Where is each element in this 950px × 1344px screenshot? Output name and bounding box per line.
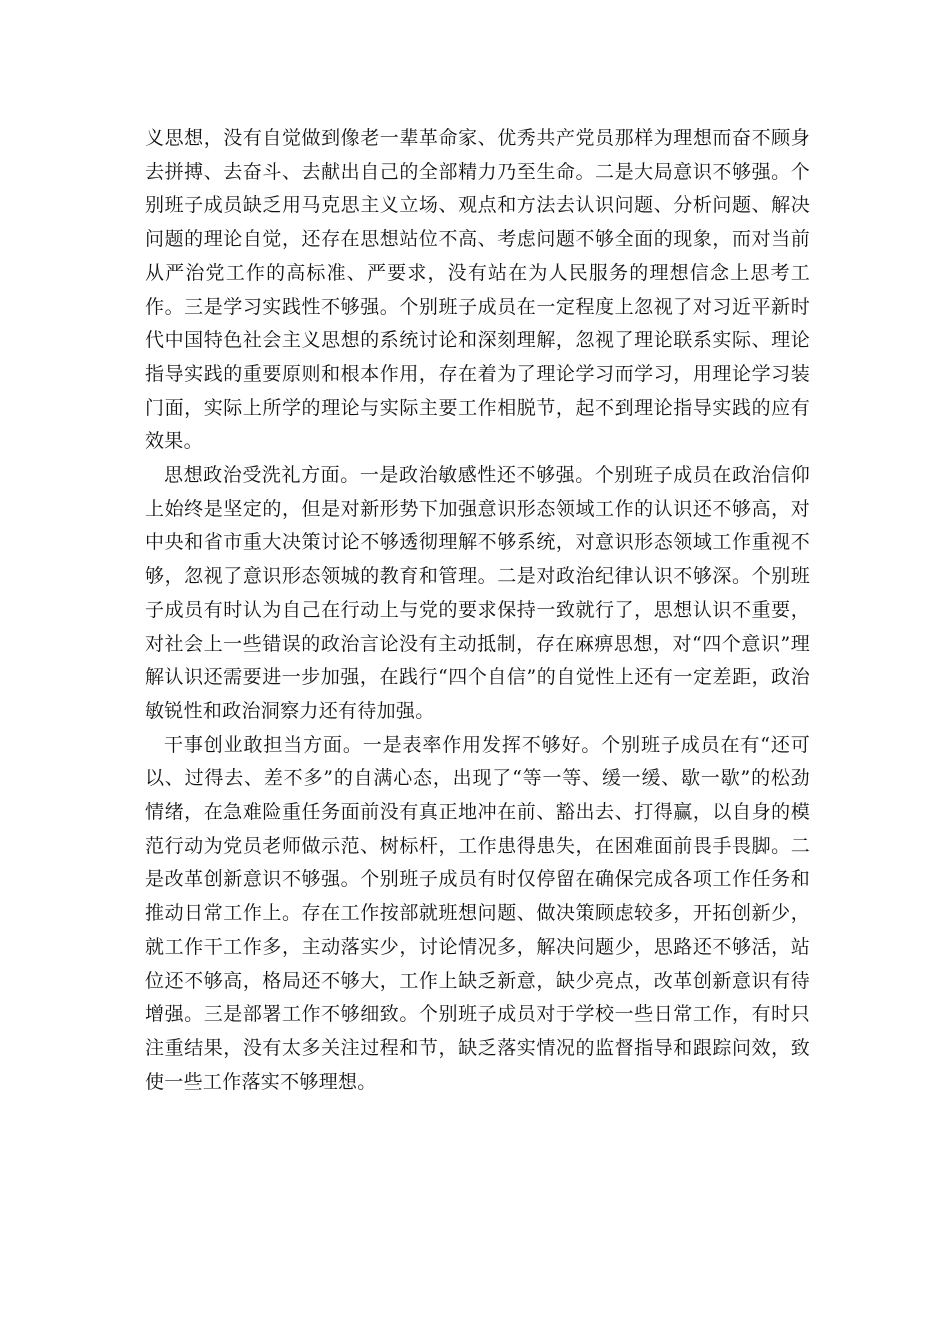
paragraph-ideology-politics: 思想政治受洗礼方面。一是政治敏感性还不够强。个别班子成员在政治信仰上始终是坚定的，但是对新形势下加强意识形态领域工作的认识还不够高，对中央和省市重大决策讨论不够透彻理解不够系统，对意识形态领域工作重视不够，忽视了意识形态领城的教育和管理。二是对政治纪律认识不够深。个别班子成员有时认为自己在行动上与党的要求保持一致就行了，思想认识不重要，对社会上一些错误的政治言论没有主动抵制，存在麻痹思想，对“四个意识”理解认识还需要进一步加强，在践行“四个自信”的自觉性上还有一定差距，政治敏锐性和政治洞察力还有待加强。 (145, 464, 810, 722)
paragraph-responsibility: 干事创业敢担当方面。一是表率作用发挥不够好。个别班子成员在有“还可以、过得去、差不多”的自满心态，出现了“等一等、缓一缓、歇一歇”的松劲情绪，在急难险重任务面前没有真正地冲在前、豁出去、打得赢，以自身的模范行动为党员老师做示范、树标杆，工作患得患失，在困难面前畏手畏脚。二是改革创新意识不够强。个别班子成员有时仅停留在确保完成各项工作任务和推动日常工作上。存在工作按部就班想问题、做决策顾虑较多，开拓创新少，就工作干工作多，主动落实少，讨论情况多，解决问题少，思路还不够活，站位还不够高，格局还不够大，工作上缺乏新意，缺少亮点，改革创新意识有待增强。三是部署工作不够细致。个别班子成员对于学校一些日常工作，有时只注重结果，没有太多关注过程和节，缺乏落实情况的监督指导和跟踪问效，致使一些工作落实不够理想。 (145, 733, 810, 1093)
paragraph-continuation: 义思想，没有自觉做到像老一辈革命家、优秀共产党员那样为理想而奋不顾身去拼搏、去奋斗、去献出自己的全部精力乃至生命。二是大局意识不够强。个别班子成员缺乏用马克思主义立场、观点和方法去认识问题、分析问题、解决问题的理论自觉，还存在思想站位不高、考虑问题不够全面的现象，而对当前从严治党工作的高标准、严要求，没有站在为人民服务的理想信念上思考工作。三是学习实践性不够强。个别班子成员在一定程度上忽视了对习近平新时代中国特色社会主义思想的系统讨论和深刻理解，忽视了理论联系实际、理论指导实践的重要原则和根本作用，存在着为了理论学习而学习，用理论学习装门面，实际上所学的理论与实际主要工作相脱节，起不到理论指导实践的应有效果。 (145, 127, 810, 453)
document-body (145, 122, 810, 1099)
